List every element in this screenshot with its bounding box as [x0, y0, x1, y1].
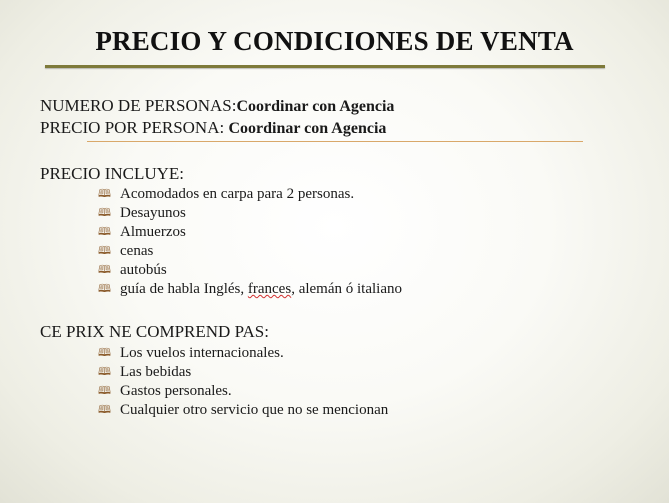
- open-book-bullet-icon: 🕮: [98, 264, 111, 277]
- list-item: 🕮 Almuerzos: [98, 224, 186, 241]
- list-item: 🕮 Las bebidas: [98, 364, 192, 381]
- list-item: 🕮 Gastos personales.: [98, 383, 232, 400]
- open-book-bullet-icon: 🕮: [98, 188, 111, 201]
- open-book-bullet-icon: 🕮: [98, 347, 111, 360]
- open-book-bullet-icon: 🕮: [98, 245, 111, 258]
- list-item: 🕮 Cualquier otro servicio que no se mencionan: [98, 402, 389, 419]
- list-item: 🕮 Desayunos: [98, 205, 186, 222]
- section-divider: [87, 141, 583, 142]
- list-item: 🕮 Los vuelos internacionales.: [98, 345, 284, 362]
- precio-persona-label: PRECIO POR PERSONA:: [40, 118, 229, 137]
- open-book-bullet-icon: 🕮: [98, 385, 111, 398]
- list-item-guia: 🕮 guía de habla Inglés, frances, alemán ó italiano: [98, 281, 402, 298]
- num-personas-value: Coordinar con Agencia: [236, 98, 395, 115]
- open-book-bullet-icon: 🕮: [98, 404, 111, 417]
- no-incluye-list: [98, 344, 388, 420]
- slide-title: PRECIO Y CONDICIONES DE VENTA: [95, 26, 574, 56]
- num-personas-label: NUMERO DE PERSONAS:: [40, 96, 237, 115]
- open-book-bullet-icon: 🕮: [98, 207, 111, 220]
- incluye-list: [98, 185, 402, 299]
- list-item: 🕮 Acomodados en carpa para 2 personas.: [98, 186, 355, 203]
- num-personas-line: [40, 96, 394, 116]
- open-book-bullet-icon: 🕮: [98, 283, 111, 296]
- spellcheck-word: frances: [247, 281, 292, 298]
- precio-persona-line: [40, 118, 386, 138]
- no-incluye-heading: CE PRIX NE COMPREND PAS:: [40, 322, 269, 341]
- list-item: 🕮 autobús: [98, 262, 167, 279]
- list-item: 🕮 cenas: [98, 243, 154, 260]
- precio-persona-value: Coordinar con Agencia: [228, 120, 387, 137]
- incluye-heading: PRECIO INCLUYE:: [40, 164, 185, 183]
- title-divider: [45, 65, 605, 68]
- open-book-bullet-icon: 🕮: [98, 226, 111, 239]
- open-book-bullet-icon: 🕮: [98, 366, 111, 379]
